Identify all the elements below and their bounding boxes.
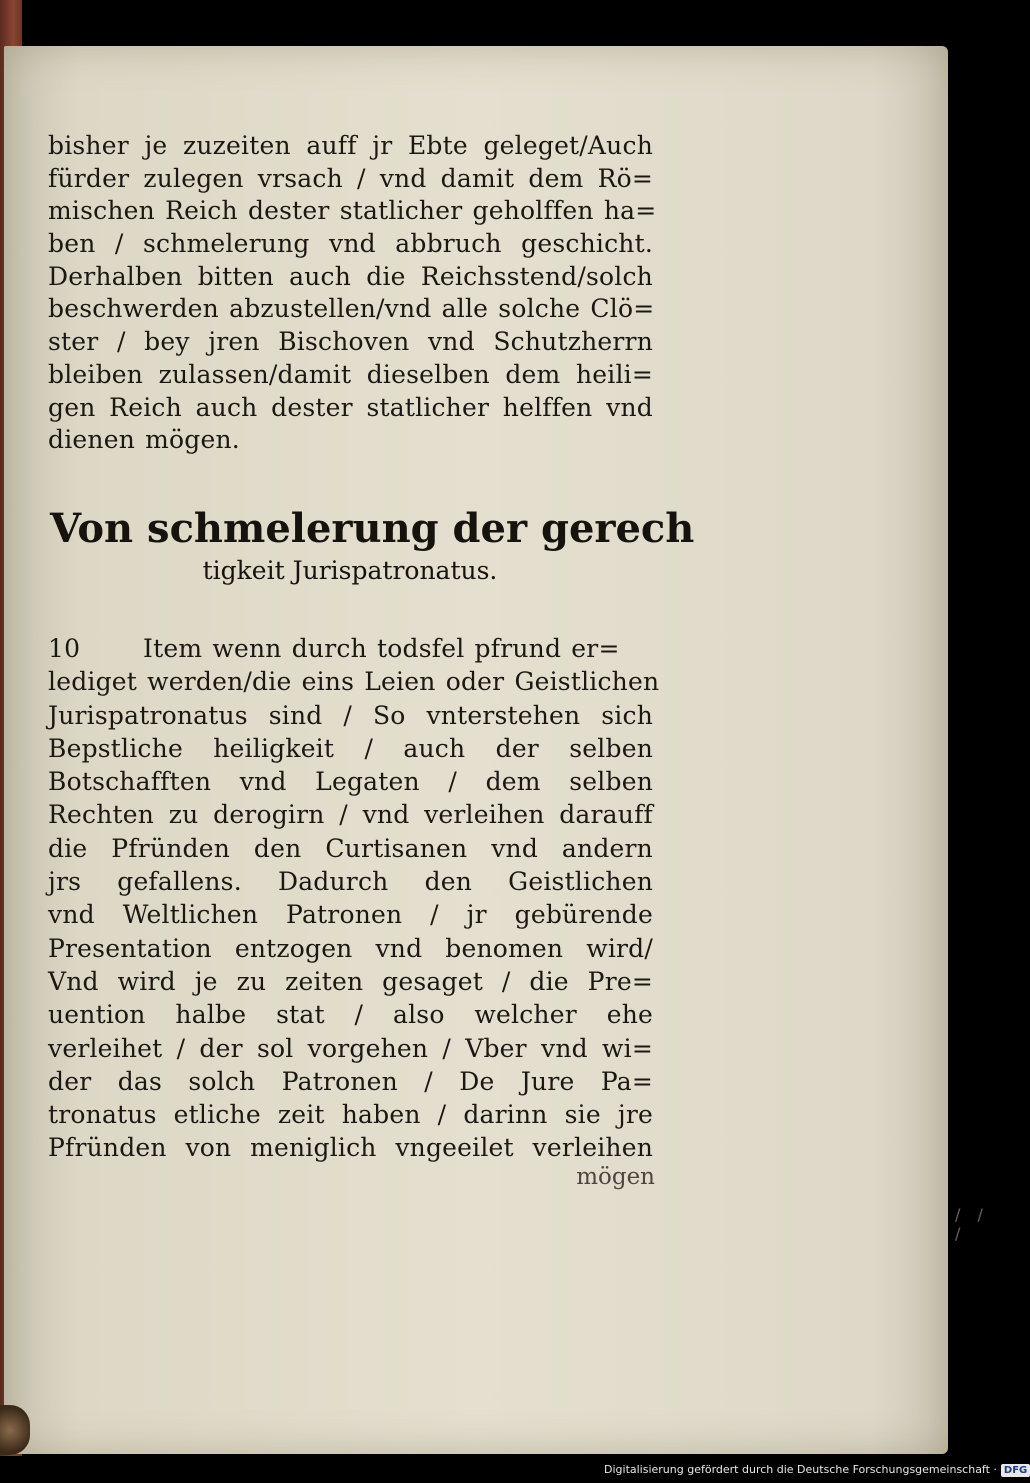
text-line: Pfründen von meniglich vngeeilet verleihen bbox=[48, 1133, 653, 1163]
text-line: gen Reich auch dester statlicher helffen vnd bbox=[48, 392, 653, 422]
text-line: verleihet / der sol vorgehen / Vber vnd wi= bbox=[48, 1033, 653, 1063]
heading-line-2: tigkeit Jurispatronatus. bbox=[202, 556, 498, 585]
first-line-text: Item wenn durch todsfel pfrund er= bbox=[143, 634, 620, 663]
text-line: Vnd wird je zu zeiten gesaget / die Pre= bbox=[48, 966, 653, 996]
text-line: Bepstliche heiligkeit / auch der selben bbox=[48, 733, 653, 763]
page-edge-marks: / / / bbox=[955, 1205, 989, 1243]
paragraph-2 bbox=[48, 632, 660, 1165]
text-line: die Pfründen den Curtisanen vnd andern bbox=[48, 833, 653, 863]
text-line: der das solch Patronen / De Jure Pa= bbox=[48, 1066, 653, 1096]
heading-line-1: Von schmelerung der gerech bbox=[50, 505, 695, 552]
text-line-first bbox=[48, 632, 653, 665]
text-line: Botschafften vnd Legaten / dem selben bbox=[48, 767, 653, 797]
text-line: dienen mögen. bbox=[48, 425, 240, 455]
text-line: ben / schmelerung vnd abbruch geschicht. bbox=[48, 229, 653, 259]
text-line: bisher je zuzeiten auff jr Ebte geleget/Auch bbox=[48, 131, 653, 160]
text-line: beschwerden abzustellen/vnd alle solche Clö= bbox=[48, 294, 655, 324]
marginal-number: 10 bbox=[48, 634, 81, 663]
text-line: mischen Reich dester statlicher geholffen ha= bbox=[48, 196, 657, 226]
text-line: Rechten zu derogirn / vnd verleihen darauff bbox=[48, 800, 653, 830]
text-line: Derhalben bitten auch die Reichsstend/solch bbox=[48, 261, 653, 291]
text-line: uention halbe stat / also welcher ehe bbox=[48, 1000, 653, 1030]
text-line: fürder zulegen vrsach / vnd damit dem Rö= bbox=[48, 163, 653, 193]
text-line: Jurispatronatus sind / So vnterstehen sich bbox=[48, 700, 653, 730]
paragraph-1 bbox=[48, 130, 657, 457]
footer-credit bbox=[604, 1460, 1028, 1480]
dfg-logo-icon: DFG bbox=[1001, 1464, 1030, 1477]
footer-text: Digitalisierung gefördert durch die Deutsche Forschungsgemeinschaft · bbox=[604, 1463, 997, 1476]
text-line: tronatus etliche zeit haben / darinn sie jre bbox=[48, 1100, 653, 1130]
text-line: bleiben zulassen/damit dieselben dem heili= bbox=[48, 359, 653, 389]
text-line: Presentation entzogen vnd benomen wird/ bbox=[48, 933, 653, 963]
thumb-holding-page bbox=[0, 1405, 30, 1455]
text-line: vnd Weltlichen Patronen / jr gebürende bbox=[48, 900, 653, 930]
section-heading bbox=[50, 504, 695, 588]
text-line: ster / bey jren Bischoven vnd Schutzherrn bbox=[48, 327, 653, 357]
text-line: lediget werden/die eins Leien oder Geistlichen bbox=[48, 667, 660, 697]
catchword: mögen bbox=[576, 1164, 655, 1190]
text-line: jrs gefallens. Dadurch den Geistlichen bbox=[48, 867, 653, 897]
